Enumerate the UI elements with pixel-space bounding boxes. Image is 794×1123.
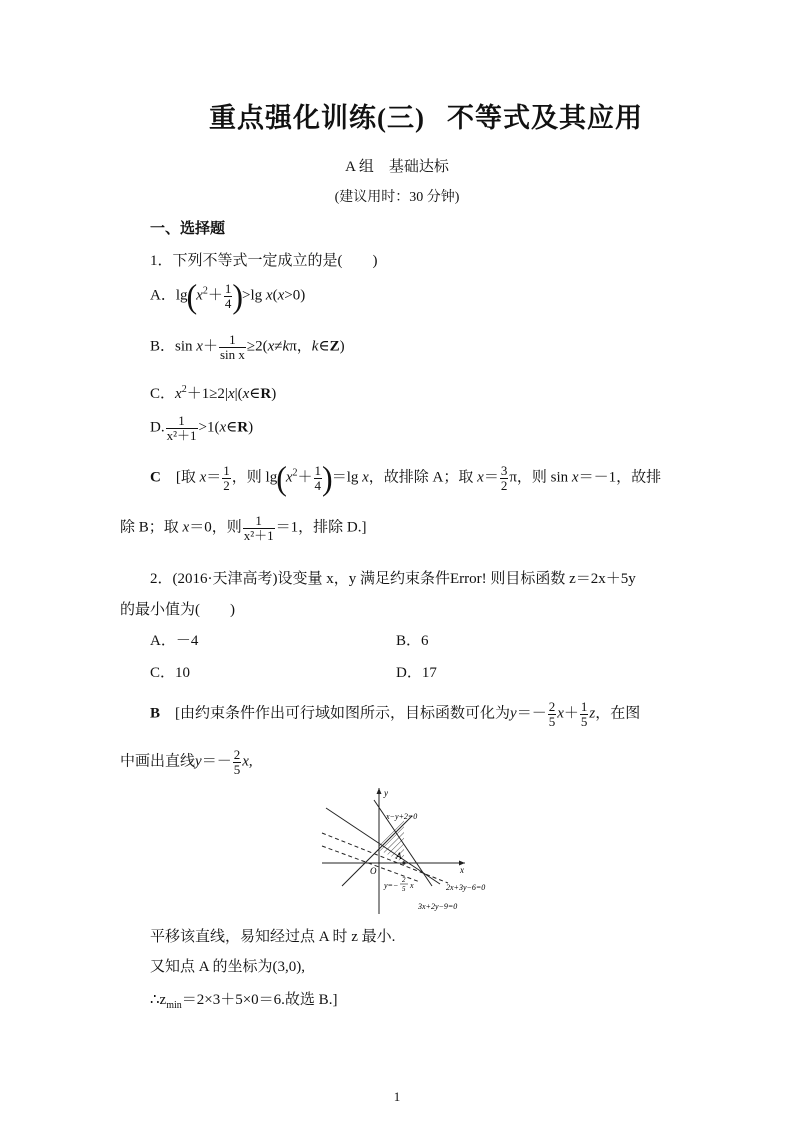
fraction: $\frac{1}{\text{x²＋1}}$ — [243, 513, 274, 543]
answer-text: [由约束条件作出可行域如图所示，目标函数可化为 — [175, 705, 511, 722]
label-point-a: A — [396, 851, 402, 861]
title-part1: 重点强化训练(三) — [209, 103, 425, 133]
label-line3: 3x+2y−9=0 — [418, 902, 458, 911]
option-label: A． — [150, 287, 176, 304]
q1-option-d: D. $\frac{1}{\text{x²＋1}}$ >1(x∈R) — [150, 413, 254, 443]
conclusion-prefix: ∴z — [150, 992, 167, 1008]
fraction: $\frac{1}{2}$ — [223, 462, 230, 493]
conclusion-rest: ＝2×3＋5×0＝6.故选 B.] — [181, 992, 338, 1008]
option-label: D. — [150, 419, 165, 436]
q2-stem-line1: 2．(2016·天津高考)设变量 x，y 满足约束条件Error! 则目标函数 z＝2x＋5y — [150, 571, 636, 587]
fraction: $\frac{3}{2}$ — [500, 462, 508, 493]
section-heading: 一、选择题 — [150, 221, 226, 237]
q2-after-line1: 平移该直线，易知经过点 A 时 z 最小. — [150, 929, 396, 945]
conclusion-subscript: min — [166, 1000, 182, 1011]
fraction: $\frac{1}{\text{x²＋1}}$ — [166, 413, 197, 443]
q2-answer-line2: 中画出直线y＝－ $\frac{2}{5}$ x, — [120, 747, 253, 777]
q1-stem: 1．下列不等式一定成立的是( ) — [150, 253, 378, 269]
q2-answer-line1: B [由约束条件作出可行域如图所示，目标函数可化为y＝－ $\frac{2}{5}$ x＋ $\frac{1}{5}$ z，在图 — [150, 699, 641, 729]
option-label: B． — [150, 338, 176, 355]
fraction: $\frac{1}{4}$ — [314, 462, 322, 493]
fraction: $\frac{1}{4}$ — [224, 280, 232, 311]
answer-text: 中画出直线 — [120, 753, 196, 770]
label-x: x — [460, 865, 464, 875]
q1-option-a: A．$\lg(x^2+$ $\frac{1}{4}$ )>lg x(x>0) — [150, 277, 306, 315]
label-origin: O — [370, 866, 377, 876]
fraction: $\frac{1}{5}$ — [580, 699, 588, 729]
answer-letter: B — [150, 705, 161, 722]
q2-option-a: A．－4 — [150, 633, 199, 649]
feasible-region-graph — [320, 786, 510, 916]
q1-option-c: C．$x^2+1\ge 2|x|(x\in R)$ — [150, 384, 277, 402]
page-number: 1 — [393, 1089, 401, 1104]
q1-answer-line2: 除 B；取 x＝0，则 $\frac{1}{\text{x²＋1}}$ ＝1，排除 D.] — [120, 513, 367, 543]
label-dash-den: 5 — [402, 885, 406, 893]
answer-letter: C — [150, 469, 161, 486]
q2-after-line2: 又知点 A 的坐标为(3,0), — [150, 959, 305, 975]
page-title — [0, 96, 794, 135]
label-dash-prefix: y=− — [384, 881, 399, 890]
q1-answer-line1: C [取 x＝ $\frac{1}{2}$ ，则 $\lg(x^2+$ $\frac{1}{4}$ )＝lg x，故排除 A；取 x＝ $\frac{3}{2}$ π，则 sin x＝－1，故排 — [150, 459, 662, 497]
q2-option-d: D．17 — [396, 665, 437, 681]
fraction: $\frac{2}{5}$ — [548, 699, 556, 729]
fraction: $\frac{1}{\text{sin x}}$ — [219, 332, 245, 362]
q2-option-c: C．10 — [150, 665, 191, 681]
label-dash-num: 2 — [402, 876, 406, 884]
answer-text-end: ，在图 — [595, 705, 641, 722]
q2-option-b: B．6 — [396, 633, 429, 649]
point-a — [402, 861, 405, 864]
label-line1: x−y+2=0 — [386, 812, 418, 821]
fraction: $\frac{2}{5}$ — [233, 747, 241, 777]
title-part2: 不等式及其应用 — [446, 103, 643, 133]
option-label: C． — [150, 386, 176, 402]
q2-stem-line2: 的最小值为( ) — [120, 602, 235, 618]
q2-after-line3 — [150, 988, 337, 1011]
label-dash-var: x — [410, 881, 414, 890]
q1-option-b: B．sin x＋ $\frac{1}{\text{sin x}}$ ≥2(x≠kπ，k∈Z) — [150, 332, 345, 362]
suggested-time: (建议用时：30 分钟) — [334, 190, 460, 205]
label-line2: 2x+3y−6=0 — [446, 883, 486, 892]
group-label: A 组 基础达标 — [345, 159, 449, 175]
y-axis-arrow — [377, 788, 382, 794]
label-y: y — [384, 788, 388, 798]
